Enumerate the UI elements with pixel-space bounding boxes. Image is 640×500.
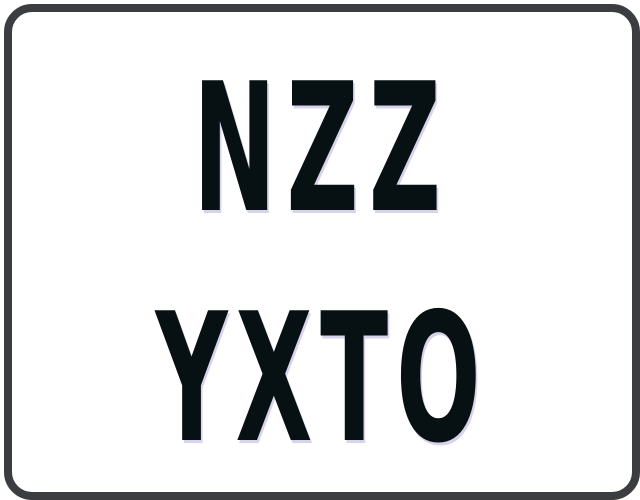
license-plate <box>4 4 640 500</box>
plate-line-1: NZZ <box>192 45 452 252</box>
plate-line-2: YXTO <box>155 275 489 482</box>
